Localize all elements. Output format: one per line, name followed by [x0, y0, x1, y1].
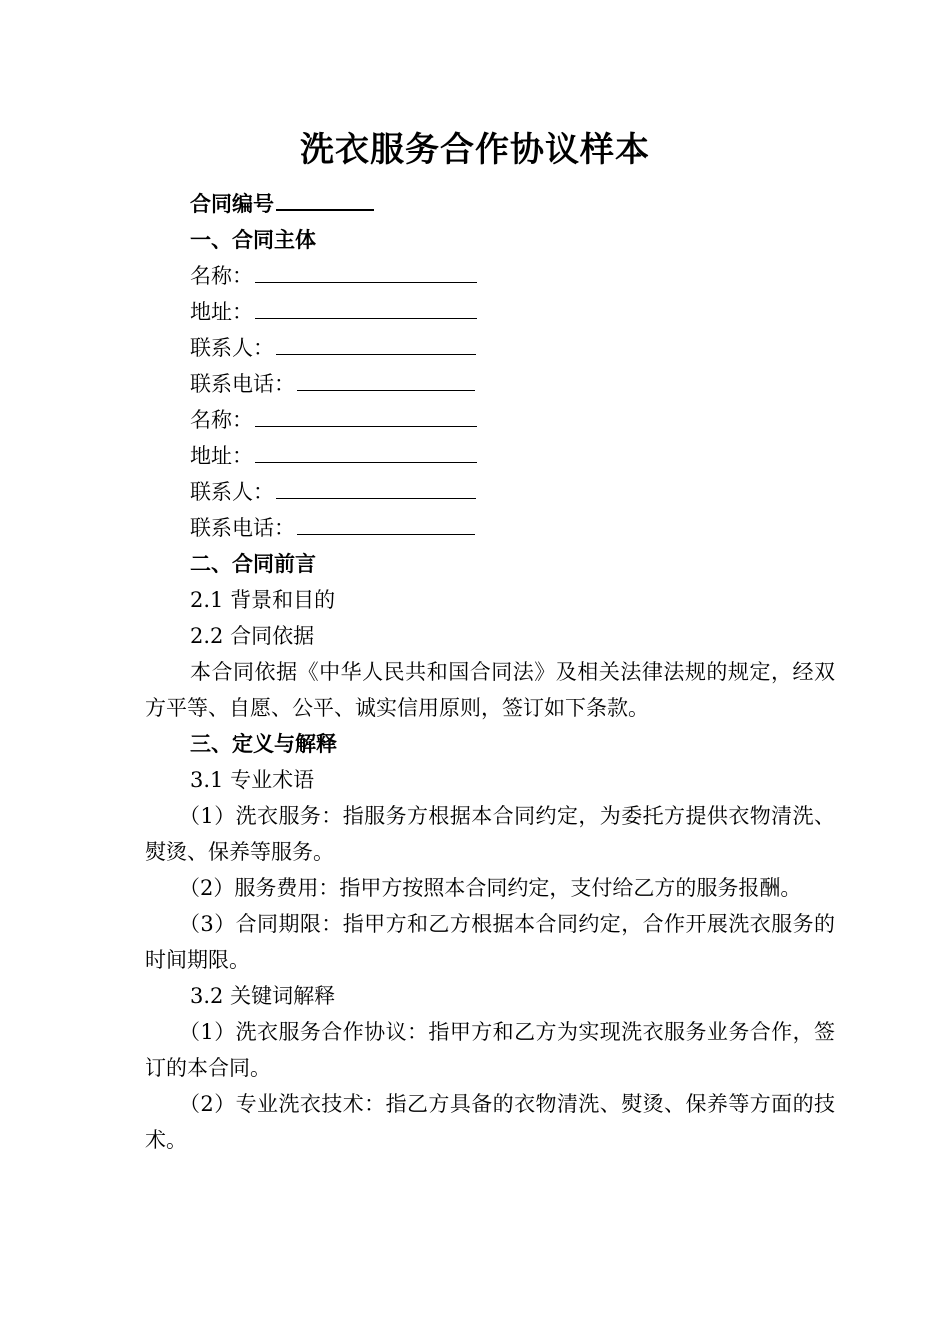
- party-a-contact-blank[interactable]: [276, 332, 476, 355]
- keyword-definition-1: （1）洗衣服务合作协议：指甲方和乙方为实现洗衣服务业务合作，签订的本合同。: [145, 1020, 835, 1080]
- party-a-phone-blank[interactable]: [297, 368, 475, 391]
- section1-heading: 一、合同主体: [190, 228, 316, 252]
- party-b-phone-line: [145, 510, 835, 546]
- party-a-contact-line: [145, 330, 835, 366]
- section3-heading: 三、定义与解释: [190, 732, 337, 756]
- term-definition-3: （3）合同期限：指甲方和乙方根据本合同约定，合作开展洗衣服务的时间期限。: [145, 912, 835, 972]
- party-b-contact-blank[interactable]: [276, 476, 476, 499]
- term-definition-1: （1）洗衣服务：指服务方根据本合同约定，为委托方提供衣物清洗、熨烫、保养等服务。: [145, 804, 835, 864]
- section2-item-1: 2.1 背景和目的: [190, 588, 336, 612]
- party-b-name-label: 名称：: [190, 408, 253, 432]
- section3-sub1: 3.1 专业术语: [190, 768, 315, 792]
- party-a-phone-line: [145, 366, 835, 402]
- document-title: 洗衣服务合作协议样本: [300, 130, 650, 170]
- party-b-phone-label: 联系电话：: [190, 516, 295, 540]
- party-b-address-blank[interactable]: [255, 440, 477, 463]
- party-a-phone-label: 联系电话：: [190, 372, 295, 396]
- party-a-name-label: 名称：: [190, 264, 253, 288]
- party-a-contact-label: 联系人：: [190, 336, 274, 360]
- party-a-address-blank[interactable]: [255, 296, 477, 319]
- term-definition-2: （2）服务费用：指甲方按照本合同约定，支付给乙方的服务报酬。: [179, 876, 802, 900]
- party-b-contact-line: [145, 474, 835, 510]
- party-b-address-label: 地址：: [190, 444, 253, 468]
- keyword-definition-2: （2）专业洗衣技术：指乙方具备的衣物清洗、熨烫、保养等方面的技术。: [145, 1092, 835, 1152]
- party-b-phone-blank[interactable]: [297, 512, 475, 535]
- party-a-name-blank[interactable]: [255, 260, 477, 283]
- section3-sub2: 3.2 关键词解释: [190, 984, 336, 1008]
- contract-number-line: [145, 186, 835, 222]
- section2-heading: 二、合同前言: [190, 552, 316, 576]
- party-a-address-label: 地址：: [190, 300, 253, 324]
- section2-item-2: 2.2 合同依据: [190, 624, 315, 648]
- party-b-name-blank[interactable]: [255, 404, 477, 427]
- party-a-address-line: [145, 294, 835, 330]
- party-b-address-line: [145, 438, 835, 474]
- party-a-name-line: [145, 258, 835, 294]
- section2-paragraph: 本合同依据《中华人民共和国合同法》及相关法律法规的规定，经双方平等、自愿、公平、诚实信用原则，签订如下条款。: [145, 660, 835, 720]
- party-b-name-line: [145, 402, 835, 438]
- contract-number-label: 合同编号: [190, 192, 274, 216]
- document-body: [145, 186, 835, 1158]
- party-b-contact-label: 联系人：: [190, 480, 274, 504]
- contract-number-blank[interactable]: [276, 187, 374, 211]
